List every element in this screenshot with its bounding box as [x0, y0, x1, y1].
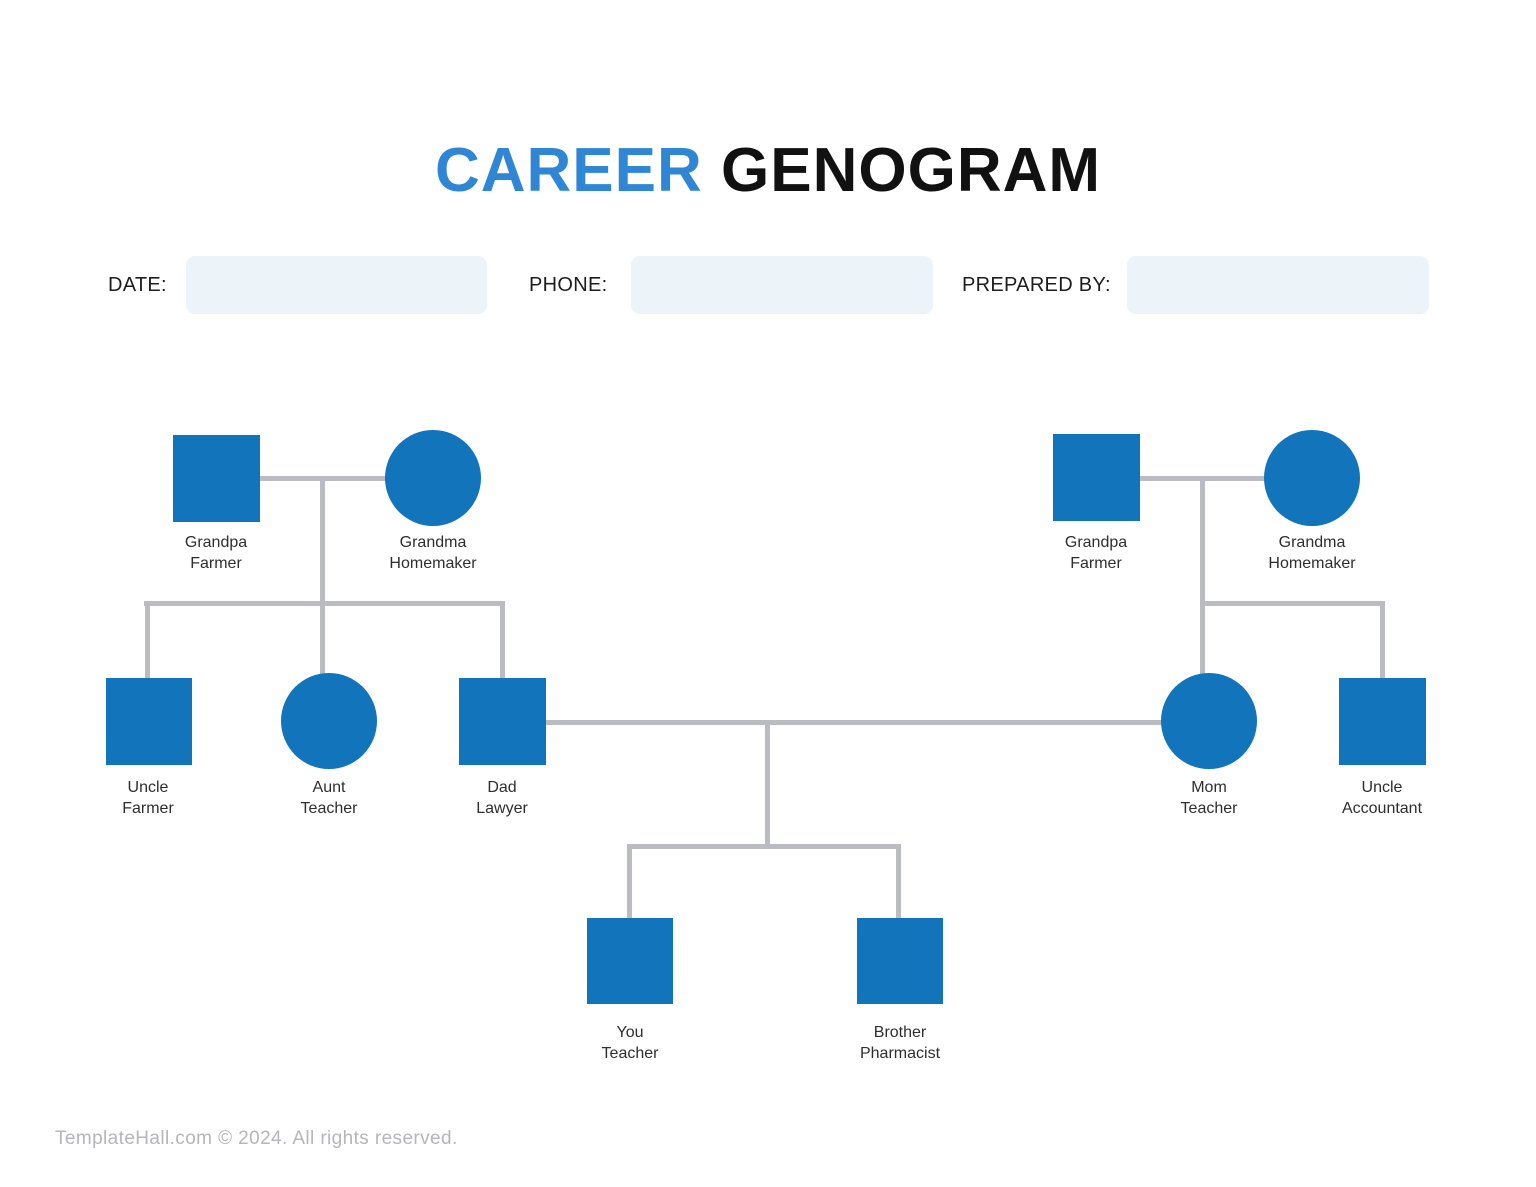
sibling-bar-children	[627, 844, 901, 849]
person-name: Grandpa	[184, 534, 248, 551]
person-career: Pharmacist	[859, 1045, 941, 1062]
grandma-maternal-label	[1268, 532, 1355, 574]
dad-male-square	[459, 678, 546, 765]
date-label: DATE:	[108, 274, 167, 296]
grandpa-paternal-label	[185, 532, 247, 574]
grandma-paternal-female-circle	[385, 430, 481, 526]
person-name: Grandpa	[1064, 534, 1128, 551]
person-name: Mom	[1191, 779, 1227, 796]
grandma-paternal-label	[389, 532, 476, 574]
person-career: Accountant	[1341, 800, 1423, 817]
person-name: Dad	[487, 779, 517, 796]
person-name: Uncle	[127, 779, 169, 796]
uncle-farmer-label	[122, 777, 174, 819]
brother-male-square	[857, 918, 943, 1004]
phone-label: PHONE:	[529, 274, 608, 296]
page-title-rest: GENOGRAM	[721, 136, 1102, 205]
grandpa-maternal-male-square	[1053, 434, 1140, 521]
aunt-teacher-label	[301, 777, 358, 819]
person-name: Grandma	[399, 534, 467, 551]
brother-label	[860, 1022, 940, 1064]
grandpa-maternal-label	[1065, 532, 1127, 574]
dad-label	[476, 777, 528, 819]
descent-line-dad-mom	[765, 720, 770, 846]
person-career: Lawyer	[476, 800, 528, 817]
you-label	[602, 1022, 659, 1064]
sibling-bar-maternal	[1200, 601, 1385, 606]
person-career: Farmer	[122, 800, 174, 817]
person-career: Teacher	[601, 1045, 659, 1062]
uncle-farmer-male-square	[106, 678, 192, 765]
person-career: Teacher	[1180, 800, 1238, 817]
person-career: Farmer	[1070, 555, 1122, 572]
person-name: Grandma	[1278, 534, 1346, 551]
person-career: Teacher	[300, 800, 358, 817]
uncle-accountant-male-square	[1339, 678, 1426, 765]
page-title-accent: CAREER	[434, 136, 703, 205]
you-male-square	[587, 918, 673, 1004]
person-name: Aunt	[312, 779, 346, 796]
aunt-teacher-female-circle	[281, 673, 377, 769]
person-career: Homemaker	[1268, 555, 1356, 572]
mom-label	[1181, 777, 1238, 819]
uncle-accountant-label	[1342, 777, 1422, 819]
person-name: You	[616, 1024, 644, 1041]
person-career: Homemaker	[389, 555, 477, 572]
grandpa-paternal-male-square	[173, 435, 260, 522]
person-name: Uncle	[1361, 779, 1403, 796]
grandma-maternal-female-circle	[1264, 430, 1360, 526]
copyright-footer: TemplateHall.com © 2024. All rights reserved.	[55, 1128, 458, 1149]
prepared-by-label: PREPARED BY:	[962, 274, 1111, 296]
sibling-bar-paternal	[144, 601, 505, 606]
person-career: Farmer	[190, 555, 242, 572]
person-name: Brother	[873, 1024, 927, 1041]
mom-teacher-female-circle	[1161, 673, 1257, 769]
marriage-line-dad-mom	[502, 720, 1209, 725]
